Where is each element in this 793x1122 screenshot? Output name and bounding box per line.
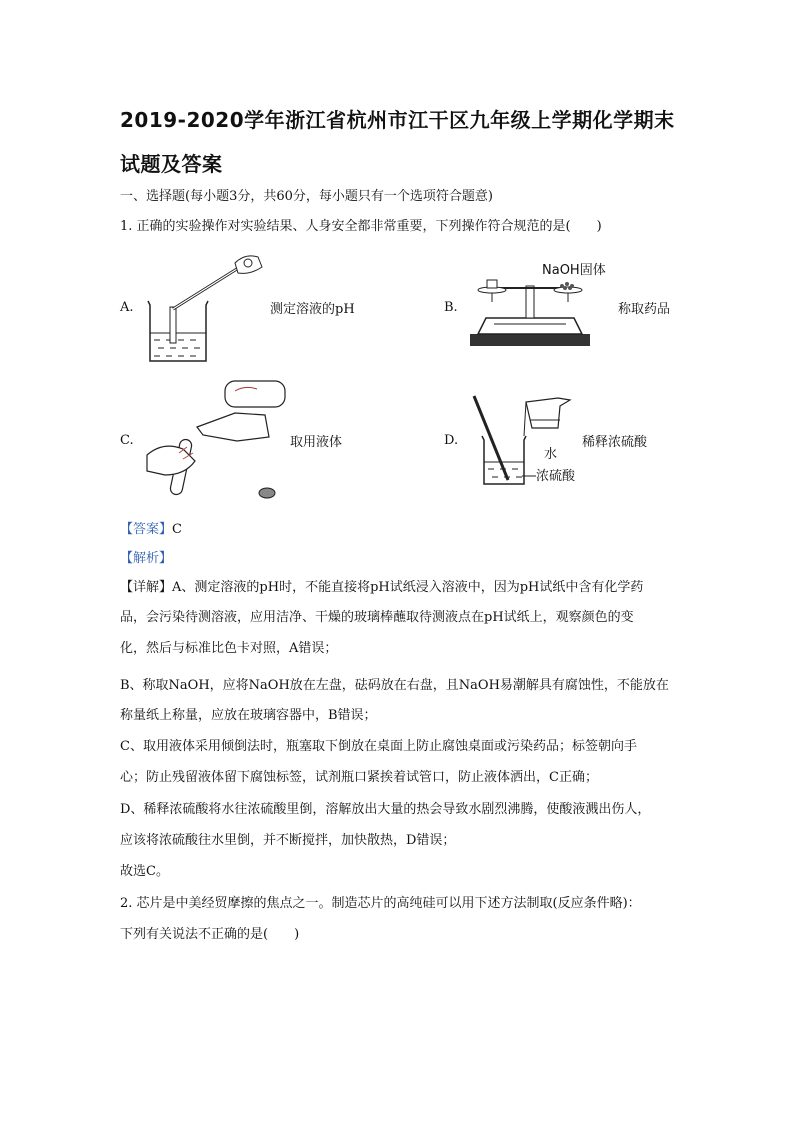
option-d-caption: 稀释浓硫酸 — [582, 435, 648, 450]
option-a-letter: A. — [120, 300, 134, 315]
explanation-line-1: 【详解】A、测定溶液的pH时，不能直接将pH试纸浸入溶液中，因为pH试纸中含有化学药 — [120, 580, 644, 595]
figure-ph-test — [140, 245, 280, 365]
answer-line — [120, 521, 182, 539]
page-title-line2: 试题及答案 — [120, 152, 223, 176]
option-c-letter: C. — [120, 433, 134, 448]
naoh-label: NaOH固体 — [542, 263, 606, 278]
question-2-stem-line2: 下列有关说法不正确的是( ) — [120, 927, 300, 942]
figure-pour-liquid — [145, 375, 295, 505]
option-b-letter: B. — [444, 300, 458, 315]
answer-tag: 【答案】 — [120, 522, 173, 537]
option-a-caption: 测定溶液的pH — [270, 302, 355, 317]
question-1-stem: 1. 正确的实验操作对实验结果、人身安全都非常重要，下列操作符合规范的是( ) — [120, 219, 602, 234]
explanation-line-2: 品，会污染待测溶液，应用洁净、干燥的玻璃棒蘸取待测液点在pH试纸上，观察颜色的变 — [120, 610, 634, 625]
option-b-caption: 称取药品 — [618, 302, 671, 317]
option-d-letter: D. — [444, 433, 459, 448]
question-2-stem: 2. 芯片是中美经贸摩擦的焦点之一。制造芯片的高纯硅可以用下述方法制取(反应条件略)： — [120, 896, 641, 911]
explanation-line-6: C、取用液体采用倾倒法时，瓶塞取下倒放在桌面上防止腐蚀桌面或污染药品；标签朝向手 — [120, 739, 637, 754]
explanation-line-8: D、稀释浓硫酸将水往浓硫酸里倒，溶解放出大量的热会导致水剧烈沸腾，使酸液溅出伤人， — [120, 802, 651, 817]
explanation-line-9: 应该将浓硫酸往水里倒，并不断搅拌，加快散热，D错误； — [120, 833, 456, 848]
answer-value: C — [172, 522, 182, 537]
section-heading: 一、选择题(每小题3分，共60分，每小题只有一个选项符合题意) — [120, 189, 493, 204]
figure-balance — [470, 258, 620, 353]
detail-tag: 【详解】 — [120, 580, 173, 595]
water-label: 水 — [544, 447, 558, 462]
explanation-line-5: 称量纸上称量，应放在玻璃容器中，B错误； — [120, 708, 377, 723]
explanation-line-10: 故选C。 — [120, 864, 169, 879]
explanation-line-4: B、称取NaOH，应将NaOH放在左盘，砝码放在右盘，且NaOH易潮解具有腐蚀性，不能放在 — [120, 678, 669, 693]
acid-label: 浓硫酸 — [536, 469, 576, 484]
explanation-line-7: 心；防止残留液体留下腐蚀标签，试剂瓶口紧挨着试管口，防止液体洒出，C正确； — [120, 770, 598, 785]
option-c-caption: 取用液体 — [290, 435, 343, 450]
page-title: 2019-2020学年浙江省杭州市江干区九年级上学期化学期末 — [120, 108, 675, 132]
explanation-line-3: 化，然后与标准比色卡对照，A错误； — [120, 641, 338, 656]
analysis-tag: 【解析】 — [120, 551, 173, 566]
